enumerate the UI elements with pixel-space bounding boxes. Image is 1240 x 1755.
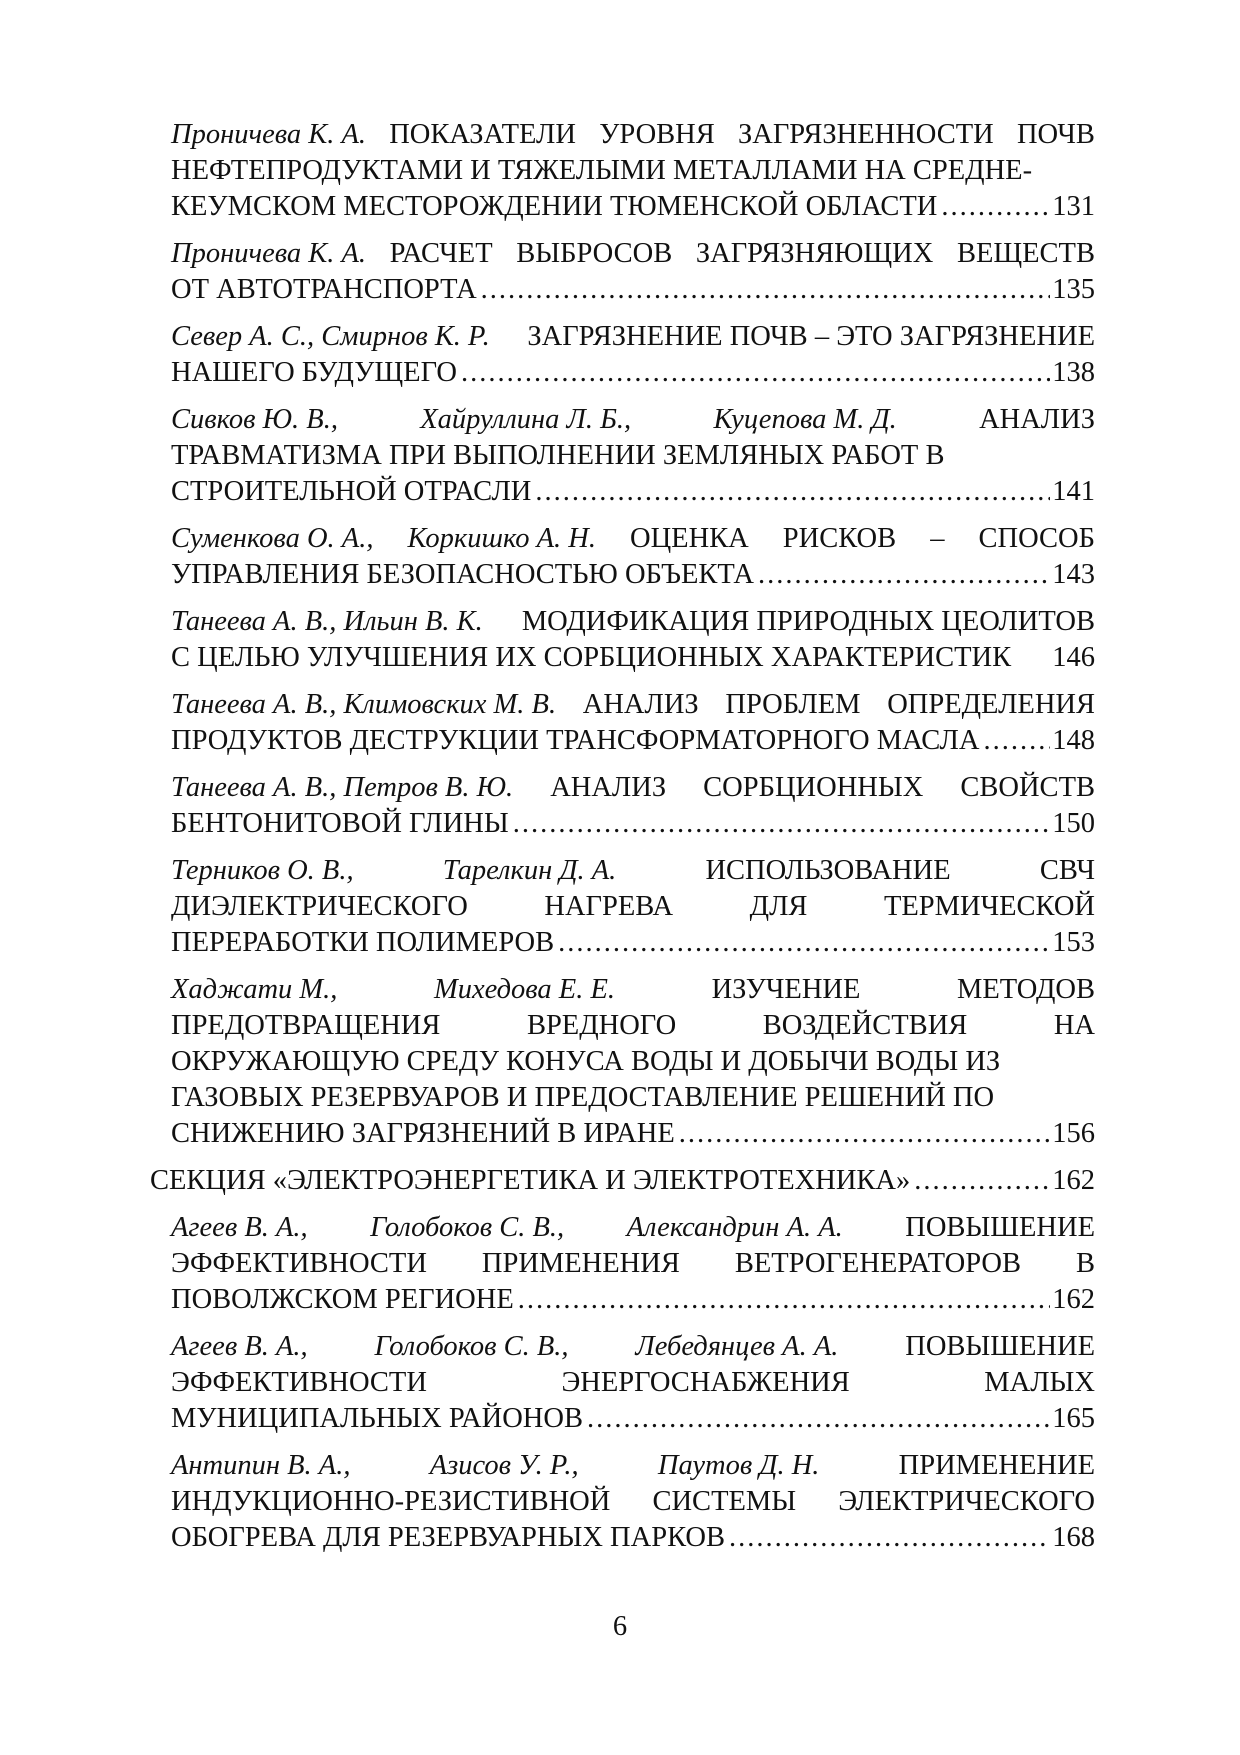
toc-entry-authors: Север А. С., Смирнов К. Р.	[171, 321, 490, 352]
toc-entry-line	[171, 640, 1095, 676]
toc-entry-page: 138	[1052, 357, 1095, 388]
toc-entry-author: Суменкова О. А.,	[171, 523, 374, 554]
toc-entry-author: Азисов У. Р.,	[429, 1450, 579, 1481]
toc-entry-author: Михедова Е. Е.	[434, 974, 615, 1005]
toc-entry-title-line: БЕНТОНИТОВОЙ ГЛИНЫ	[171, 808, 509, 839]
toc-entry-title-word: ВРЕДНОГО	[526, 1010, 677, 1041]
toc-entry-page: 146	[1052, 642, 1095, 673]
toc-entry-title-line: ОБОГРЕВА ДЛЯ РЕЗЕРВУАРНЫХ ПАРКОВ	[171, 1522, 725, 1553]
toc-entry-page: 153	[1052, 927, 1095, 958]
toc-entry	[171, 1329, 1095, 1437]
toc-entry-title-word: ВЫБРОСОВ	[516, 238, 673, 269]
toc-entry	[171, 521, 1095, 593]
toc-entry	[171, 117, 1095, 225]
toc-entry-title-word: ИЗУЧЕНИЕ	[711, 974, 861, 1005]
toc-entry-title-word: СПОСОБ	[978, 523, 1095, 554]
toc-entry-title-line: НЕФТЕПРОДУКТАМИ И ТЯЖЕЛЫМИ МЕТАЛЛАМИ НА СРЕДНЕ-	[171, 155, 1033, 186]
dot-leader	[983, 723, 1050, 759]
toc-entry-line	[171, 1282, 1095, 1318]
toc-entry-line	[171, 189, 1095, 225]
toc-entry-page: 156	[1052, 1118, 1095, 1149]
toc-entry-line	[171, 889, 1095, 925]
toc-entry-title-word: ПРИМЕНЕНИЯ	[481, 1248, 680, 1279]
dot-leader	[729, 1520, 1050, 1556]
toc-entry-line	[171, 557, 1095, 593]
toc-entry-title-word: НАГРЕВА	[544, 891, 674, 922]
toc-entry-title-word: ЭЛЕКТРИЧЕСКОГО	[838, 1486, 1095, 1517]
toc-entry-line	[171, 1116, 1095, 1152]
toc-section	[150, 1163, 1095, 1199]
toc-entry-authors: Танеева А. В., Климовских М. В.	[171, 689, 557, 720]
toc-entry-authors: Танеева А. В., Петров В. Ю.	[171, 772, 514, 803]
page-number: 6	[612, 1611, 628, 1642]
toc-section-line	[150, 1163, 1095, 1199]
toc-entry-line	[171, 438, 1095, 474]
toc-entry-title-word: МАЛЫХ	[984, 1367, 1095, 1398]
toc-entry-title-line: ОКРУЖАЮЩУЮ СРЕДУ КОНУСА ВОДЫ И ДОБЫЧИ ВОДЫ ИЗ	[171, 1046, 1001, 1077]
toc-entry	[171, 770, 1095, 842]
toc-entry-title-word: ИСПОЛЬЗОВАНИЕ	[705, 855, 951, 886]
toc-entry-title-word: РИСКОВ	[782, 523, 897, 554]
toc-entry-title-word: НА	[1053, 1010, 1095, 1041]
toc-entry-line	[171, 1448, 1095, 1484]
toc-entry	[171, 1210, 1095, 1318]
toc-entry-title-word: СВОЙСТВ	[960, 772, 1095, 803]
toc-entry-title-word: ПРОБЛЕМ	[725, 689, 861, 720]
toc-entry-title-word: ЭНЕРГОСНАБЖЕНИЯ	[561, 1367, 850, 1398]
dot-leader	[461, 355, 1050, 391]
toc-entry-page: 168	[1052, 1522, 1095, 1553]
toc-entry-title-line: КЕУМСКОМ МЕСТОРОЖДЕНИИ ТЮМЕНСКОЙ ОБЛАСТИ	[171, 191, 938, 222]
toc-entry-title-line: ГАЗОВЫХ РЕЗЕРВУАРОВ И ПРЕДОСТАВЛЕНИЕ РЕШЕНИЙ ПО	[171, 1082, 995, 1113]
toc-entry	[171, 604, 1095, 676]
toc-entry-line	[171, 1365, 1095, 1401]
toc-entry-title-line: ПОВЫШЕНИЕ	[905, 1212, 1095, 1243]
toc-entry-authors: Танеева А. В., Ильин В. К.	[171, 606, 483, 637]
toc-entry-line	[171, 853, 1095, 889]
toc-entry-page: 131	[1052, 191, 1095, 222]
toc-entry-title-line: НАШЕГО БУДУЩЕГО	[171, 357, 457, 388]
toc-entry-author: Агеев В. А.,	[171, 1331, 308, 1362]
toc-entry-title-word: РАСЧЕТ	[389, 238, 493, 269]
toc-entry-line	[171, 1329, 1095, 1365]
toc-entry-line	[171, 355, 1095, 391]
toc-entry-line	[171, 972, 1095, 1008]
toc-section-page: 162	[1052, 1165, 1095, 1196]
toc-entry-author: Хаджати М.,	[171, 974, 338, 1005]
toc-entry-title-line: ПЕРЕРАБОТКИ ПОЛИМЕРОВ	[171, 927, 555, 958]
toc-entry-title-line: МОДИФИКАЦИЯ ПРИРОДНЫХ ЦЕОЛИТОВ	[521, 606, 1095, 637]
toc-entry-title-line: ЗАГРЯЗНЕНИЕ ПОЧВ – ЭТО ЗАГРЯЗНЕНИЕ	[527, 321, 1095, 352]
toc-entry-page: 135	[1052, 274, 1095, 305]
toc-entry-line	[171, 474, 1095, 510]
toc-entry-title-word: ДЛЯ	[749, 891, 808, 922]
toc-entry-title-word: ЗАГРЯЗНЕННОСТИ	[737, 119, 994, 150]
toc-entry-page: 141	[1052, 476, 1095, 507]
toc-entry-title-word: ЭФФЕКТИВНОСТИ	[171, 1248, 427, 1279]
dot-leader	[914, 1163, 1050, 1199]
dot-leader	[587, 1401, 1050, 1437]
toc-entry-title-line: МУНИЦИПАЛЬНЫХ РАЙОНОВ	[171, 1403, 583, 1434]
toc-entry-title-line: ТРАВМАТИЗМА ПРИ ВЫПОЛНЕНИИ ЗЕМЛЯНЫХ РАБОТ В	[171, 440, 945, 471]
toc-entry-line	[171, 687, 1095, 723]
toc-entry-title-word: АНАЛИЗ	[550, 772, 667, 803]
toc-entry-title-word: АНАЛИЗ	[582, 689, 699, 720]
toc-entry-author: Сивков Ю. В.,	[171, 404, 338, 435]
toc-entry-line	[171, 521, 1095, 557]
dot-leader	[513, 806, 1051, 842]
toc-entry-title-word: ЗАГРЯЗНЯЮЩИХ	[695, 238, 934, 269]
toc-entry	[171, 319, 1095, 391]
toc-entry-author: Голобоков С. В.,	[370, 1212, 565, 1243]
toc-entry-title-line: ПОВЫШЕНИЕ	[905, 1331, 1095, 1362]
toc-entry-line	[171, 925, 1095, 961]
toc-entry-author: Терников О. В.,	[171, 855, 354, 886]
toc-entry-page: 148	[1052, 725, 1095, 756]
dot-leader	[518, 1282, 1051, 1318]
toc-entry-title-line: ПРОДУКТОВ ДЕСТРУКЦИИ ТРАНСФОРМАТОРНОГО МАСЛА	[171, 725, 980, 756]
toc-entry-authors: Проничева К. А.	[171, 238, 366, 269]
toc-entry-line	[171, 723, 1095, 759]
toc-entry-title-line: ОТ АВТОТРАНСПОРТА	[171, 274, 477, 305]
toc-entry-line	[171, 1246, 1095, 1282]
toc-entry-line	[171, 1210, 1095, 1246]
toc-entry-line	[171, 1484, 1095, 1520]
toc-entry-title-word: ВЕЩЕСТВ	[956, 238, 1095, 269]
toc-section-title: СЕКЦИЯ «ЭЛЕКТРОЭНЕРГЕТИКА И ЭЛЕКТРОТЕХНИКА»	[150, 1165, 911, 1196]
dot-leader	[481, 272, 1051, 308]
toc-entry-author: Лебедянцев А. А.	[635, 1331, 839, 1362]
toc-entry-title-word: ДИЭЛЕКТРИЧЕСКОГО	[171, 891, 468, 922]
dot-leader	[941, 189, 1050, 225]
toc-entry-line	[171, 604, 1095, 640]
toc-entry-line	[171, 1044, 1095, 1080]
toc-entry-author: Антипин В. А.,	[171, 1450, 351, 1481]
toc-entry-title-word: ВЕТРОГЕНЕРАТОРОВ	[734, 1248, 1021, 1279]
toc-entry-line	[171, 1401, 1095, 1437]
toc-entry-line	[171, 1080, 1095, 1116]
toc-entry	[171, 402, 1095, 510]
toc-entry-title-word: ПОЧВ	[1016, 119, 1095, 150]
toc-entry-title-word: –	[930, 523, 945, 554]
toc-entry-title-line: ПРИМЕНЕНИЕ	[898, 1450, 1095, 1481]
toc-entry-page: 143	[1052, 559, 1095, 590]
toc-entry-page: 150	[1052, 808, 1095, 839]
toc-entry-title-word: ТЕРМИЧЕСКОЙ	[883, 891, 1095, 922]
toc-entry-author: Коркишко А. Н.	[407, 523, 596, 554]
toc-entry-title-word: УРОВНЯ	[599, 119, 715, 150]
toc-entry-author: Куцепова М. Д.	[713, 404, 897, 435]
toc-entry-title-word: ЭФФЕКТИВНОСТИ	[171, 1367, 427, 1398]
toc-entry-line	[171, 272, 1095, 308]
toc-entry-title-word: СИСТЕМЫ	[652, 1486, 797, 1517]
dot-leader	[535, 474, 1050, 510]
toc-entry-title-word: ОПРЕДЕЛЕНИЯ	[887, 689, 1095, 720]
toc-entry-line	[171, 117, 1095, 153]
dot-leader	[758, 557, 1050, 593]
toc-entry-title-word: ИНДУКЦИОННО-РЕЗИСТИВНОЙ	[171, 1486, 611, 1517]
toc-entry-line	[171, 770, 1095, 806]
toc-entry-line	[171, 806, 1095, 842]
toc-entry-title-line: УПРАВЛЕНИЯ БЕЗОПАСНОСТЬЮ ОБЪЕКТА	[171, 559, 754, 590]
toc-entry-title-word: СВЧ	[1039, 855, 1095, 886]
toc-entry-author: Александрин А. А.	[626, 1212, 843, 1243]
toc-entry-title-word: ВОЗДЕЙСТВИЯ	[762, 1010, 968, 1041]
toc-entry	[171, 972, 1095, 1152]
dot-leader	[558, 925, 1050, 961]
toc-entry	[171, 1448, 1095, 1556]
toc-entry-line	[171, 1008, 1095, 1044]
toc-entry-line	[171, 319, 1095, 355]
table-of-contents	[150, 117, 1095, 1567]
toc-entry-title-word: ПРЕДОТВРАЩЕНИЯ	[171, 1010, 441, 1041]
toc-entry-page: 165	[1052, 1403, 1095, 1434]
toc-entry-title-word: МЕТОДОВ	[957, 974, 1095, 1005]
toc-entry-title-word: СОРБЦИОННЫХ	[703, 772, 924, 803]
toc-entry-title-word: В	[1075, 1248, 1095, 1279]
toc-entry-line	[171, 402, 1095, 438]
toc-entry-author: Паутов Д. Н.	[657, 1450, 820, 1481]
toc-entry-author: Хайруллина Л. Б.,	[420, 404, 632, 435]
toc-entry-title-line: ПОВОЛЖСКОМ РЕГИОНЕ	[171, 1284, 514, 1315]
dot-leader	[679, 1116, 1051, 1152]
toc-entry-title-word: ПОКАЗАТЕЛИ	[389, 119, 576, 150]
toc-entry-authors: Проничева К. А.	[171, 119, 366, 150]
toc-entry	[171, 687, 1095, 759]
toc-entry-author: Голобоков С. В.,	[374, 1331, 569, 1362]
toc-entry-author: Тарелкин Д. А.	[442, 855, 617, 886]
toc-entry-line	[171, 236, 1095, 272]
toc-entry-line	[171, 1520, 1095, 1556]
toc-entry-title-line: СТРОИТЕЛЬНОЙ ОТРАСЛИ	[171, 476, 532, 507]
toc-entry-page: 162	[1052, 1284, 1095, 1315]
toc-entry-title-line: С ЦЕЛЬЮ УЛУЧШЕНИЯ ИХ СОРБЦИОННЫХ ХАРАКТЕРИСТИК	[171, 642, 1012, 673]
toc-entry-line	[171, 153, 1095, 189]
toc-entry	[171, 236, 1095, 308]
toc-entry-author: Агеев В. А.,	[171, 1212, 308, 1243]
toc-entry-title-word: ОЦЕНКА	[630, 523, 749, 554]
toc-entry-title-line: СНИЖЕНИЮ ЗАГРЯЗНЕНИЙ В ИРАНЕ	[171, 1118, 675, 1149]
toc-entry-title-line: АНАЛИЗ	[979, 404, 1095, 435]
toc-entry	[171, 853, 1095, 961]
